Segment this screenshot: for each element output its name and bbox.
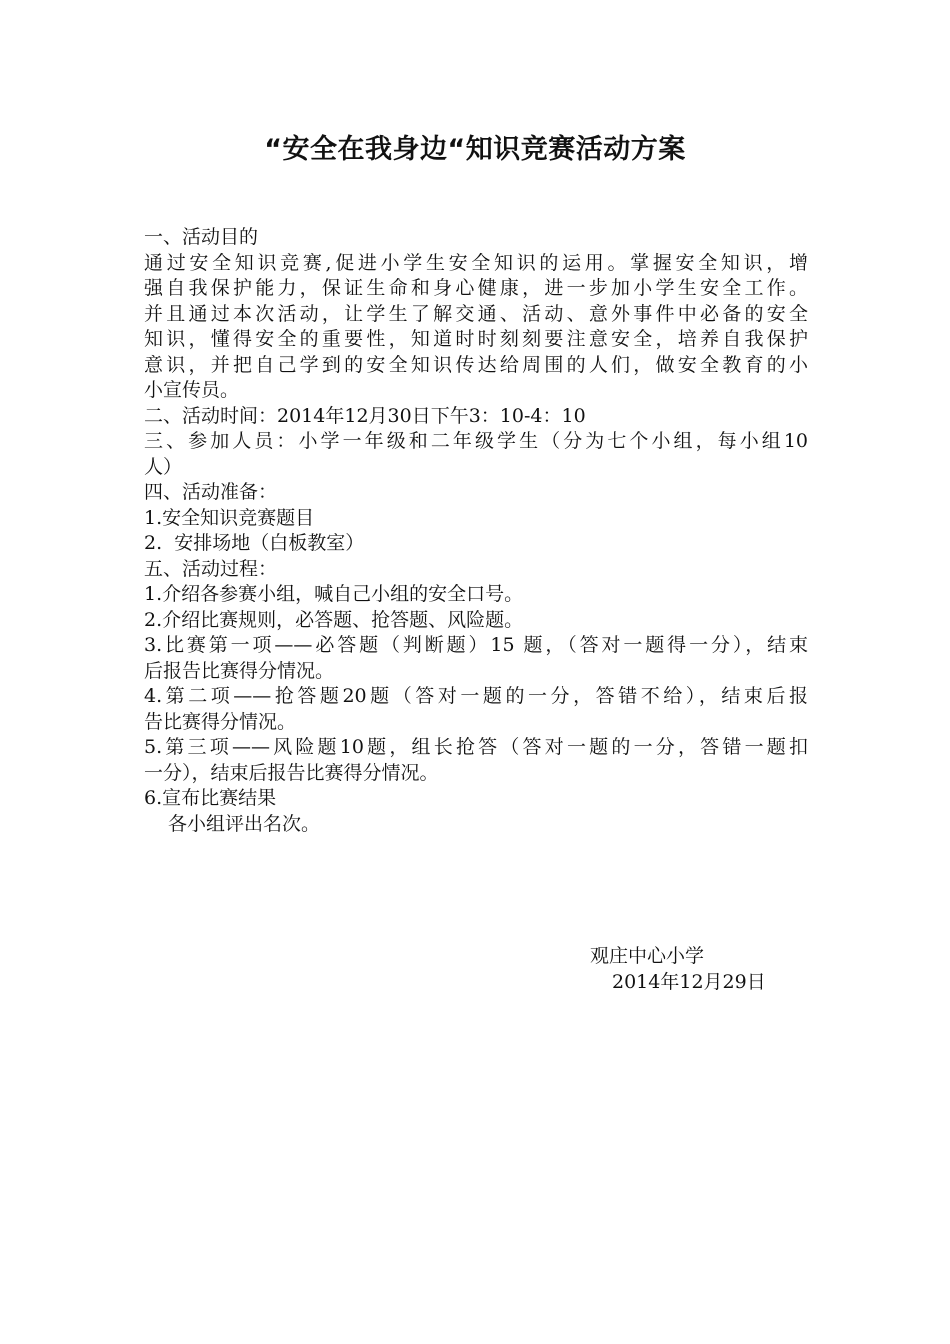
paragraph-line: 人） (144, 455, 183, 478)
list-item-continuation: 后报告比赛得分情况。 (144, 659, 335, 682)
page-title: “安全在我身边“知识竞赛活动方案 (264, 134, 686, 165)
paragraph-line: 并且通过本次活动，让学生了解交通、活动、意外事件中必备的安全 (144, 302, 808, 325)
document-body (144, 225, 808, 837)
list-item: 4.第二项——抢答题20题（答对一题的一分，答错不给），结束后报 (144, 685, 808, 707)
signature-date: 2014年12月29日 (612, 970, 766, 993)
list-item: 3.比赛第一项——必答题（判断题）15 题，（答对一题得一分），结束 (144, 634, 808, 656)
list-item-continuation: 告比赛得分情况。 (144, 710, 297, 733)
section-heading-purpose: 一、活动目的 (144, 226, 259, 248)
list-item: 2.介绍比赛规则，必答题、抢答题、风险题。 (144, 608, 524, 631)
list-item: 2. 安排场地（白板教室） (144, 532, 365, 554)
signature-school: 观庄中心小学 (590, 945, 705, 967)
list-item-continuation: 一分），结束后报告比赛得分情况。 (144, 761, 439, 784)
signature-block (590, 944, 810, 995)
section-heading-process: 五、活动过程： (144, 557, 278, 580)
section-heading-preparation: 四、活动准备： (144, 481, 278, 503)
section-heading-time: 二、活动时间：2014年12月30日下午3：10-4：10 (144, 404, 586, 427)
list-item: 5.第三项——风险题10题，组长抢答（答对一题的一分，答错一题扣 (144, 736, 808, 758)
paragraph-line: 通过安全知识竞赛,促进小学生安全知识的运用。掌握安全知识，增 (144, 251, 808, 274)
list-item-continuation: 各小组评出名次。 (168, 812, 321, 835)
paragraph-line: 知识，懂得安全的重要性，知道时时刻刻要注意安全，培养自我保护 (144, 328, 808, 350)
section-heading-participants: 三、参加人员：小学一年级和二年级学生（分为七个小组，每小组10 (144, 430, 808, 452)
list-item: 1.安全知识竞赛题目 (144, 506, 315, 529)
list-item: 1.介绍各参赛小组，喊自己小组的安全口号。 (144, 583, 524, 605)
list-item: 6.宣布比赛结果 (144, 787, 277, 809)
paragraph-line: 小宣传员。 (144, 379, 240, 401)
paragraph-line: 强自我保护能力，保证生命和身心健康，进一步加小学生安全工作。 (144, 277, 808, 299)
paragraph-line: 意识，并把自己学到的安全知识传达给周围的人们，做安全教育的小 (144, 353, 808, 376)
